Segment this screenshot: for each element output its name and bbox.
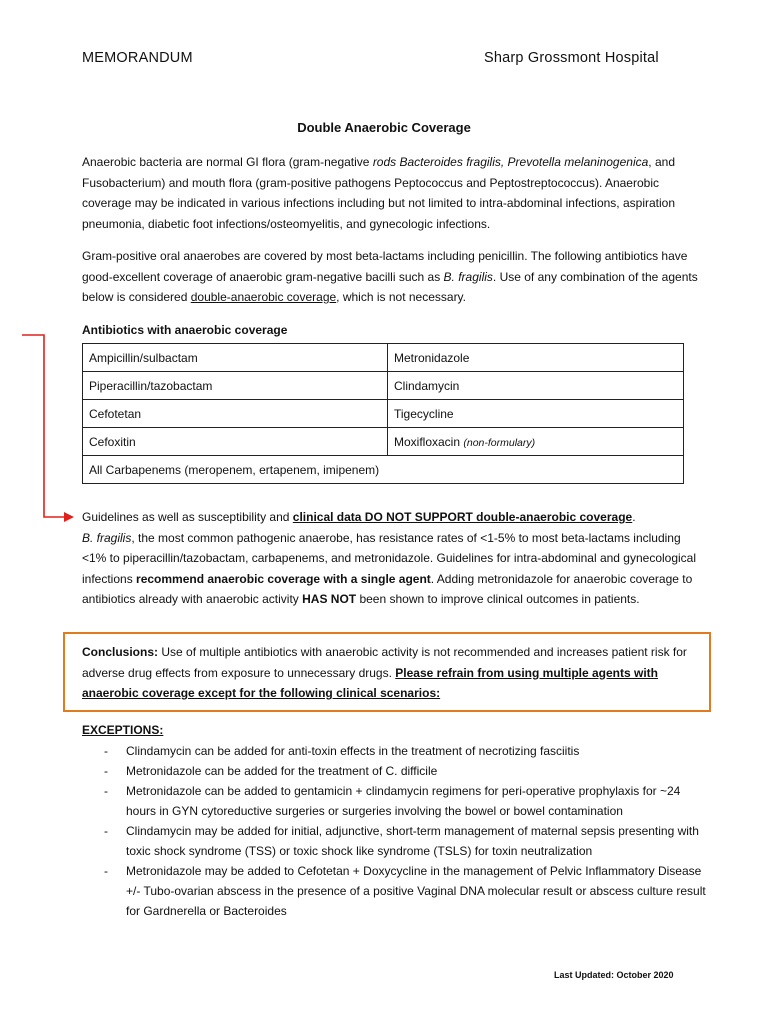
- coverage-organism-italic: B. fragilis: [443, 269, 493, 284]
- guidelines-paragraph: [82, 507, 698, 610]
- conclusions-body: Use of multiple antibiotics with anaerobic activity is not recommended and increases patient risk for adverse drug effects from exposure to unnecessary drugs.: [82, 645, 687, 680]
- bullet-dash: -: [104, 824, 108, 838]
- table-cell: Cefotetan: [83, 400, 388, 428]
- table-cell: Clindamycin: [388, 372, 684, 400]
- coverage-text-3: , which is not necessary.: [336, 290, 467, 304]
- single-agent-emphasis: recommend anaerobic coverage with a single agent: [136, 571, 431, 586]
- document-title: Double Anaerobic Coverage: [297, 120, 471, 135]
- bullet-dash: -: [104, 764, 108, 778]
- bullet-dash: -: [104, 864, 108, 878]
- conclusions-box: [63, 632, 711, 712]
- exception-text: Metronidazole may be added to Cefotetan + Doxycycline in the management of Pelvic Inflammatory Disease +/- Tubo-ovarian abscess in the presence of a positive Vaginal DNA molecular result or abscess culture result for Gardnerella or Bacteroides: [126, 864, 706, 918]
- bullet-dash: -: [104, 744, 108, 758]
- list-item: [82, 781, 712, 821]
- conclusions-label: Conclusions:: [82, 645, 159, 659]
- memo-heading: MEMORANDUM: [82, 50, 193, 66]
- has-not-emphasis: HAS NOT: [302, 592, 357, 606]
- guidelines-text-2: .: [632, 510, 636, 524]
- double-coverage-term: double-anaerobic coverage: [190, 290, 337, 304]
- carbapenems-cell: All Carbapenems (meropenem, ertapenem, imipenem): [83, 456, 684, 484]
- conclusions-emphasis: Please refrain from using multiple agents with anaerobic coverage except for the following clinical scenarios:: [82, 665, 659, 700]
- last-updated: Last Updated: October 2020: [554, 970, 674, 980]
- exceptions-heading: EXCEPTIONS:: [82, 723, 164, 737]
- exception-text: Clindamycin can be added for anti-toxin effects in the treatment of necrotizing fasciitis: [126, 744, 580, 758]
- exceptions-list: [82, 741, 712, 921]
- arrow-head: [64, 512, 74, 522]
- bullet-dash: -: [104, 784, 108, 798]
- guidelines-text-3: , the most common pathogenic anaerobe, has resistance rates of <1-5% to most beta-lactams including <1% to piperacillin/tazobactam, carbapenems, and metronidazole. Guidelines for intra-abdominal and gynecological infections: [82, 530, 697, 586]
- exception-text: Clindamycin may be added for initial, adjunctive, short-term management of maternal sepsis presenting with toxic shock syndrome (TSS) or toxic shock like syndrome (TSLS) for toxin neutralization: [126, 824, 699, 858]
- exception-text: Metronidazole can be added for the treatment of C. difficile: [126, 764, 438, 778]
- table-label: Antibiotics with anaerobic coverage: [82, 323, 288, 337]
- table-cell: Cefoxitin: [83, 428, 388, 456]
- non-formulary-note: (non-formulary): [463, 436, 536, 449]
- list-item: [82, 821, 712, 861]
- intro-text-2: , and Fusobacterium) and mouth flora (gram-positive pathogens Peptococcus and Peptostreptococcus). Anaerobic coverage may be indicated in various infections including but not limited to intra-abdominal infections, aspiration pneumonia, diabetic foot infections/osteomyelitis, and gynecologic infections.: [82, 155, 675, 231]
- table-cell: Piperacillin/tazobactam: [83, 372, 388, 400]
- table-cell: Ampicillin/sulbactam: [83, 344, 388, 372]
- table-cell: Tigecycline: [388, 400, 684, 428]
- coverage-text-2: . Use of any combination of the agents below is considered: [82, 269, 698, 304]
- guidelines-text-5: been shown to improve clinical outcomes in patients.: [356, 592, 640, 606]
- guidelines-text-4: . Adding metronidazole for anaerobic coverage to antibiotics already with anaerobic activity: [82, 571, 693, 606]
- arrow-line: [22, 335, 68, 517]
- list-item: [82, 741, 712, 761]
- exception-text: Metronidazole can be added to gentamicin + clindamycin regimens for peri-operative prophylaxis for ~24 hours in GYN cytoreductive surgeries or surgeries involving the bowel or bowel contamination: [126, 784, 681, 818]
- hospital-name: Sharp Grossmont Hospital: [484, 50, 659, 66]
- conclusions-text: [82, 642, 702, 704]
- intro-text-1: Anaerobic bacteria are normal GI flora (gram-negative: [82, 155, 373, 169]
- not-supported-emphasis: clinical data DO NOT SUPPORT double-anaerobic coverage: [292, 510, 633, 524]
- table-cell: Metronidazole: [388, 344, 684, 372]
- list-item: [82, 761, 712, 781]
- moxifloxacin-label: Moxifloxacin: [394, 434, 461, 449]
- coverage-text-1: Gram-positive oral anaerobes are covered by most beta-lactams including penicillin. The following antibiotics have good-excellent coverage of anaerobic gram-negative bacilli such as: [82, 249, 688, 284]
- list-item: [82, 861, 712, 921]
- guidelines-organism-italic: B. fragilis: [82, 530, 132, 545]
- intro-organisms-italic: rods Bacteroides fragilis, Prevotella melaninogenica: [372, 155, 649, 169]
- guidelines-text-1: Guidelines as well as susceptibility and: [82, 510, 293, 524]
